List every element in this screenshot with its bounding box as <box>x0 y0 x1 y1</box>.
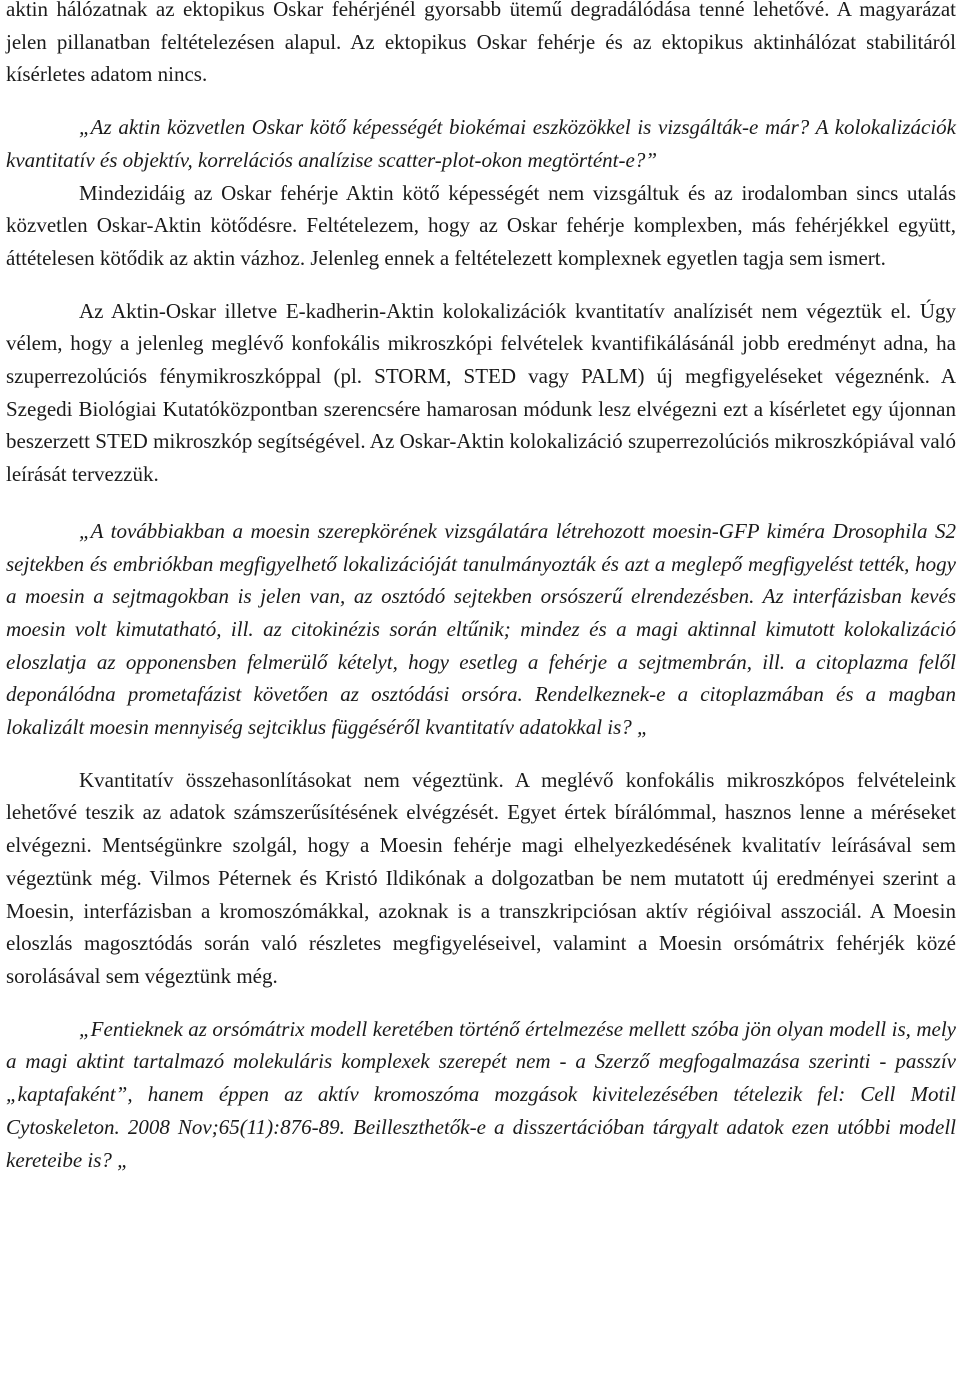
reviewer-question-1: „Az aktin közvetlen Oskar kötő képességét biokémai eszközökkel is vizsgálták-e már? A kolokalizációk kvantitatív és objektív, korrelációs analízise scatter-plot-okon megtörtént-e?” <box>6 115 956 172</box>
answer-paragraph-1: Mindezidáig az Oskar fehérje Aktin kötő képességét nem vizsgáltuk és az irodalomban sincs utalás közvetlen Oskar-Aktin kötődésre. Feltételezem, hogy az Oskar fehérje komplexben, más fehérjékkel együtt, áttételesen kötődik az aktin vázhoz. Jelenleg ennek a feltételezett komplexnek egyetlen tagja sem ismert. <box>6 180 956 270</box>
answer-paragraph-3: Kvantitatív összehasonlításokat nem végeztünk. A meglévő konfokális mikroszkópos felvételeink lehetővé teszik az adatok számszerűsítésének elvégzését. Egyet értek bírálómmal, hasznos lenne a méréseket elvégezni. Mentségünkre szolgál, hogy a Moesin fehérje magi elhelyezkedésének kvalitatív leírásával sem végeztünk még. Vilmos Péternek és Kristó Ildikónak a dolgozatban be nem mutatott új eredményei szerint a Moesin, interfázisban a kromoszómákkal, azoknak is a transzkripciósan aktív régióival asszociál. A Moesin eloszlás magosztódás során való részletes megfigyeléseivel, valamint a Moesin orsómátrix fehérjék közé sorolásával sem végeztünk még. <box>6 767 956 988</box>
paragraph-continuation: aktin hálózatnak az ektopikus Oskar fehérjénél gyorsabb ütemű degradálódása tenné lehetővé. A magyarázat jelen pillanatban feltételezésen alapul. Az ektopikus Oskar fehérje és az ektopikus aktinhálózat stabilitáról kísérletes adatom nincs. <box>6 0 956 87</box>
reviewer-question-2: „A továbbiakban a moesin szerepkörének vizsgálatára létrehozott moesin-GFP kiméra Drosophila S2 sejtekben és embriókban megfigyelhető lokalizációját tanulmányozták és azt a meglepő megfigyelést tették, hogy a moesin a sejtmagokban is jelen van, az osztódó sejtekben orsószerű elrendezésben. Az interfázisban kevés moesin volt kimutatható, ill. az citokinézis során eltűnik; mindez és a magi aktinnal kimutott kolokalizáció eloszlatja az opponensben felmerülő kételyt, hogy esetleg a fehérje a sejtmembrán, ill. a citoplazma felől deponálódna prometafázist követően az osztódási orsóra. Rendelkeznek-e a citoplazmában és a magban lokalizált moesin mennyiség sejtciklus függéséről kvantitatív adatokkal is? „ <box>6 518 956 740</box>
reviewer-question-3: „Fentieknek az orsómátrix modell keretében történő értelmezése mellett szóba jön olyan modell is, mely a magi aktint tartalmazó molekuláris komplexek szerepét nem - a Szerző megfogalmazása szerinti - passzív „kaptafaként”, hanem éppen az aktív kromoszóma mozgások kivitelezésében tételezik fel: Cell Motil Cytoskeleton. 2008 Nov;65(11):876-89. Beilleszthetők-e a disszertációban tárgyalt adatok ezen utóbbi modell kereteibe is? „ <box>6 1016 956 1172</box>
answer-paragraph-2: Az Aktin-Oskar illetve E-kadherin-Aktin kolokalizációk kvantitatív analízisét nem végeztük el. Úgy vélem, hogy a jelenleg meglévő konfokális mikroszkópi felvételek kvantifikálásánál jobb eredményt adna, ha szuperrezolúciós fénymikroszkóppal (pl. STORM, STED vagy PALM) új megfigyeléseket végeznénk. A Szegedi Biológiai Kutatóközpontban szerencsére hamarosan módunk lesz elvégezni ezt a kísérletet egy újonnan beszerzett STED mikroszkóp segítségével. Az Oskar-Aktin kolokalizáció szuperrezolúciós mikroszkópiával való leírását tervezzük. <box>6 298 956 487</box>
